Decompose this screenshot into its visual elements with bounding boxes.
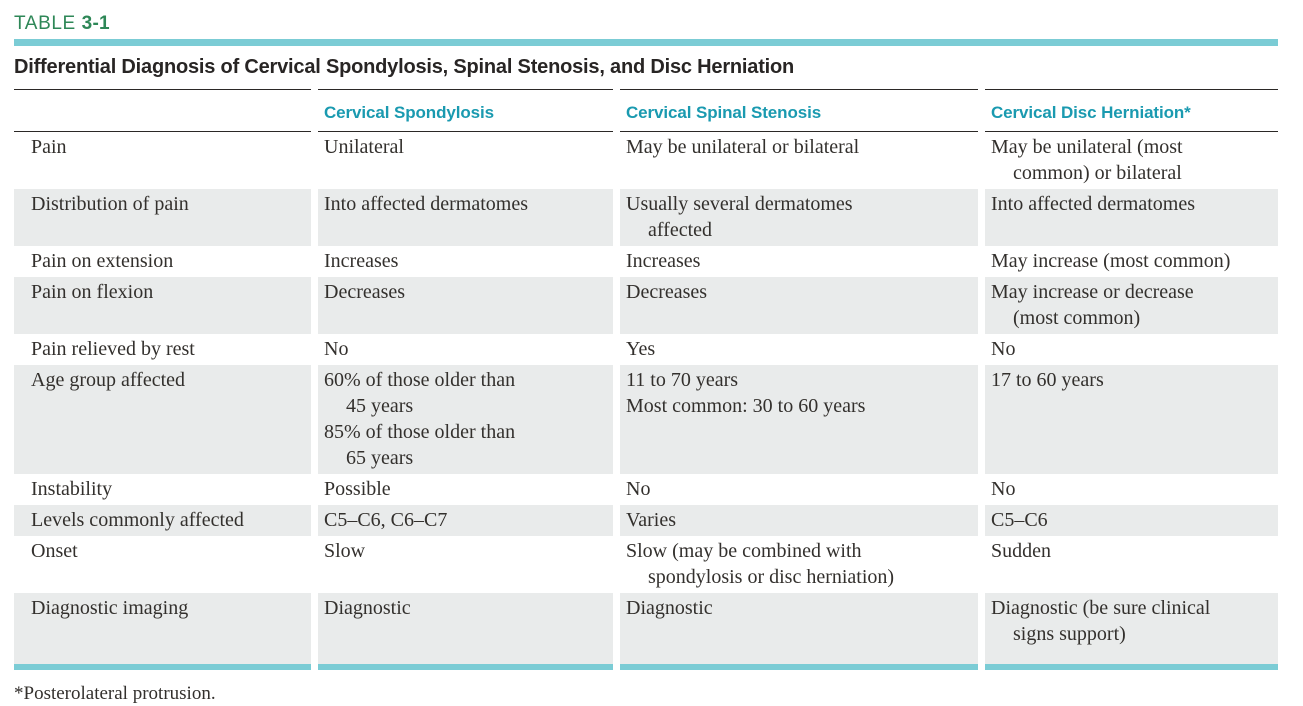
table-cell <box>620 505 978 536</box>
table-row <box>14 246 1278 277</box>
table-cell <box>985 277 1278 334</box>
cell-line: common) or bilateral <box>1013 162 1182 184</box>
cell-line: affected <box>648 219 713 241</box>
table-cell <box>620 246 978 277</box>
cell-line: C5–C6 <box>991 509 1048 531</box>
row-label: Onset <box>31 540 78 562</box>
cell-line: No <box>991 338 1016 360</box>
table-cell <box>318 365 613 474</box>
cell-line: May be unilateral or bilateral <box>626 136 860 158</box>
table-label-prefix: TABLE <box>14 13 76 34</box>
cell-line: Usually several dermatomes <box>626 193 853 215</box>
table-row <box>14 334 1278 365</box>
bottom-accent-segment <box>14 664 311 670</box>
cell-line: Diagnostic (be sure clinical <box>991 597 1211 619</box>
column-header-row <box>14 89 1278 132</box>
cell-line: May increase or decrease <box>991 281 1194 303</box>
table-row <box>14 474 1278 505</box>
table-cell <box>318 593 613 664</box>
cell-line: Increases <box>626 250 701 272</box>
cell-line: Decreases <box>626 281 708 303</box>
cell-line: Into affected dermatomes <box>324 193 528 215</box>
table-cell <box>318 334 613 365</box>
cell-line: Unilateral <box>324 136 404 158</box>
row-label: Pain on extension <box>31 250 174 272</box>
column-header: Cervical Spondylosis <box>318 89 613 132</box>
cell-line: Increases <box>324 250 399 272</box>
table-cell <box>620 132 978 189</box>
table-row <box>14 365 1278 474</box>
table-title: Differential Diagnosis of Cervical Spondylosis, Spinal Stenosis, and Disc Herniation <box>14 56 795 78</box>
footnote: *Posterolateral protrusion. <box>14 683 216 704</box>
cell-line: 65 years <box>346 447 414 469</box>
cell-line: 45 years <box>346 395 414 417</box>
table-cell <box>318 277 613 334</box>
bottom-accent-segment <box>620 664 978 670</box>
table-cell <box>620 536 978 593</box>
cell-line: Diagnostic <box>626 597 713 619</box>
table-cell <box>985 189 1278 246</box>
cell-line: No <box>991 478 1016 500</box>
bottom-accent-segment <box>985 664 1278 670</box>
bottom-accent-segment <box>318 664 613 670</box>
table-cell <box>620 189 978 246</box>
cell-line: Varies <box>626 509 676 531</box>
cell-line: spondylosis or disc herniation) <box>648 566 895 588</box>
table-cell <box>620 593 978 664</box>
cell-line: (most common) <box>1013 307 1141 329</box>
row-label: Distribution of pain <box>14 189 311 246</box>
cell-line: signs support) <box>1013 623 1126 645</box>
cell-line: 85% of those older than <box>324 421 516 443</box>
row-label: Diagnostic imaging <box>14 593 311 664</box>
row-label: Pain relieved by rest <box>31 338 195 360</box>
table-row <box>14 505 1278 536</box>
table-cell <box>318 505 613 536</box>
row-label: Pain on flexion <box>14 277 311 334</box>
column-header: Cervical Disc Herniation* <box>985 89 1278 132</box>
row-label: Pain <box>31 136 67 158</box>
table-cell <box>318 536 613 593</box>
cell-line: Sudden <box>991 540 1051 562</box>
column-header: Cervical Spinal Stenosis <box>620 89 978 132</box>
cell-line: Yes <box>626 338 656 360</box>
table-cell <box>985 246 1278 277</box>
cell-line: C5–C6, C6–C7 <box>324 509 448 531</box>
cell-line: 60% of those older than <box>324 369 516 391</box>
table-label-number: 3-1 <box>81 13 110 34</box>
cell-line: May be unilateral (most <box>991 136 1183 158</box>
table-cell <box>985 334 1278 365</box>
cell-line: Diagnostic <box>324 597 411 619</box>
cell-line: Decreases <box>324 281 406 303</box>
cell-line: Slow (may be combined with <box>626 540 862 562</box>
table-row <box>14 132 1278 189</box>
table-cell <box>985 505 1278 536</box>
bottom-accent-bar <box>14 664 1278 670</box>
cell-line: Possible <box>324 478 391 500</box>
table-cell <box>620 474 978 505</box>
table-cell <box>318 189 613 246</box>
table-cell <box>620 334 978 365</box>
cell-line: Slow <box>324 540 366 562</box>
column-header <box>14 89 311 132</box>
table-cell <box>985 474 1278 505</box>
cell-line: 17 to 60 years <box>991 369 1104 391</box>
row-label: Instability <box>31 478 113 500</box>
table-row <box>14 189 1278 246</box>
cell-line: 11 to 70 years <box>626 369 739 391</box>
table-cell <box>318 132 613 189</box>
table-label <box>14 12 1278 36</box>
table-cell <box>985 132 1278 189</box>
table-cell <box>318 474 613 505</box>
table-cell <box>985 365 1278 474</box>
cell-line: Into affected dermatomes <box>991 193 1195 215</box>
table-row <box>14 593 1278 664</box>
table-cell <box>620 277 978 334</box>
table-row <box>14 277 1278 334</box>
table-cell <box>985 536 1278 593</box>
table-cell <box>985 593 1278 664</box>
table-cell <box>620 365 978 474</box>
document-page <box>14 0 1278 706</box>
table-row <box>14 536 1278 593</box>
cell-line: Most common: 30 to 60 years <box>626 395 866 417</box>
table-body <box>14 132 1278 664</box>
top-accent-bar <box>14 39 1278 46</box>
cell-line: No <box>324 338 349 360</box>
cell-line: May increase (most common) <box>991 250 1231 272</box>
cell-line: No <box>626 478 651 500</box>
table-cell <box>318 246 613 277</box>
row-label: Age group affected <box>14 365 311 474</box>
row-label: Levels commonly affected <box>14 505 311 536</box>
